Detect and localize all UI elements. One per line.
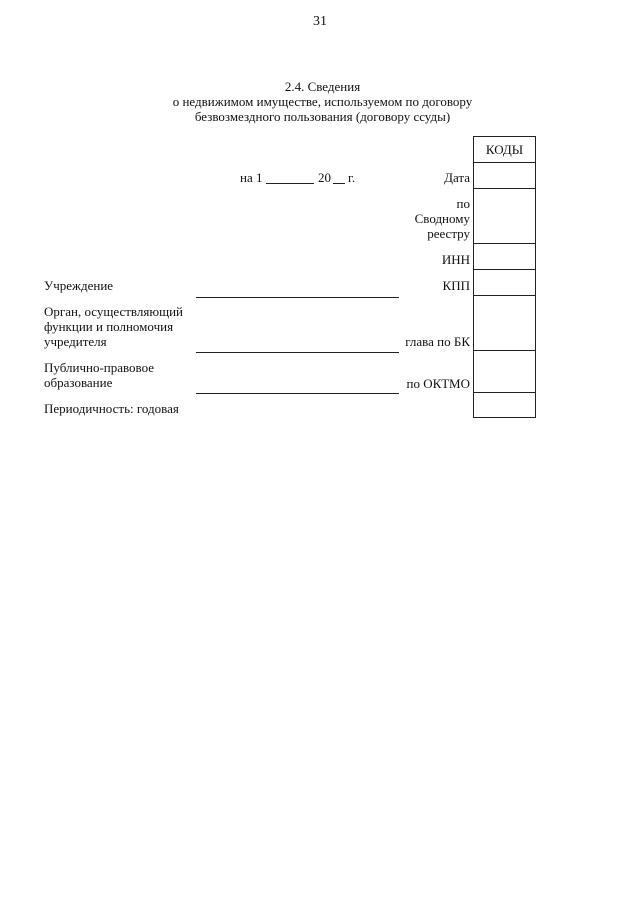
field-institution-label: Учреждение (44, 278, 114, 293)
date-year-prefix: 20 (318, 170, 331, 185)
label-registry-line-3: реестру (427, 226, 470, 241)
code-cell-bk-chapter[interactable] (474, 296, 536, 351)
field-founder-label-line-1: Орган, осуществляющий (44, 304, 183, 319)
label-registry-line-1: по (456, 196, 470, 211)
public-entity-fill-line[interactable] (196, 393, 399, 394)
founder-fill-line[interactable] (196, 352, 399, 353)
date-day-month-blank (266, 183, 314, 184)
field-periodicity: Периодичность: годовая (44, 401, 179, 416)
field-founder-label-line-2: функции и полномочия (44, 319, 174, 334)
date-suffix: г. (348, 170, 356, 185)
section-title: 2.4. Сведения (284, 79, 361, 94)
code-cell-periodicity[interactable] (474, 393, 536, 418)
code-cell-date[interactable] (474, 163, 536, 189)
page-number: 31 (313, 14, 327, 29)
label-bk-chapter: глава по БК (405, 334, 470, 349)
label-inn: ИНН (441, 252, 470, 267)
label-registry-line-2: Сводному (414, 211, 470, 226)
label-oktmo: по ОКТМО (406, 376, 470, 391)
code-cell-oktmo[interactable] (474, 351, 536, 393)
section-subtitle-line-1: о недвижимом имуществе, используемом по договору (172, 94, 473, 109)
date-prefix: на 1 (240, 170, 263, 185)
label-date: Дата (444, 170, 470, 185)
field-founder-label-line-3: учредителя (44, 334, 107, 349)
field-public-entity-label-line-2: образование (44, 375, 113, 390)
field-public-entity-label-line-1: Публично-правовое (44, 360, 155, 375)
code-cell-kpp[interactable] (474, 270, 536, 296)
date-year-blank (333, 183, 345, 184)
section-subtitle-line-2: безвозмездного пользования (договору ссуды) (194, 109, 451, 124)
codes-header: КОДЫ (474, 137, 536, 163)
label-kpp: КПП (442, 278, 470, 293)
code-cell-inn[interactable] (474, 244, 536, 270)
codes-table (473, 136, 536, 418)
institution-fill-line[interactable] (196, 297, 399, 298)
code-cell-registry[interactable] (474, 189, 536, 244)
